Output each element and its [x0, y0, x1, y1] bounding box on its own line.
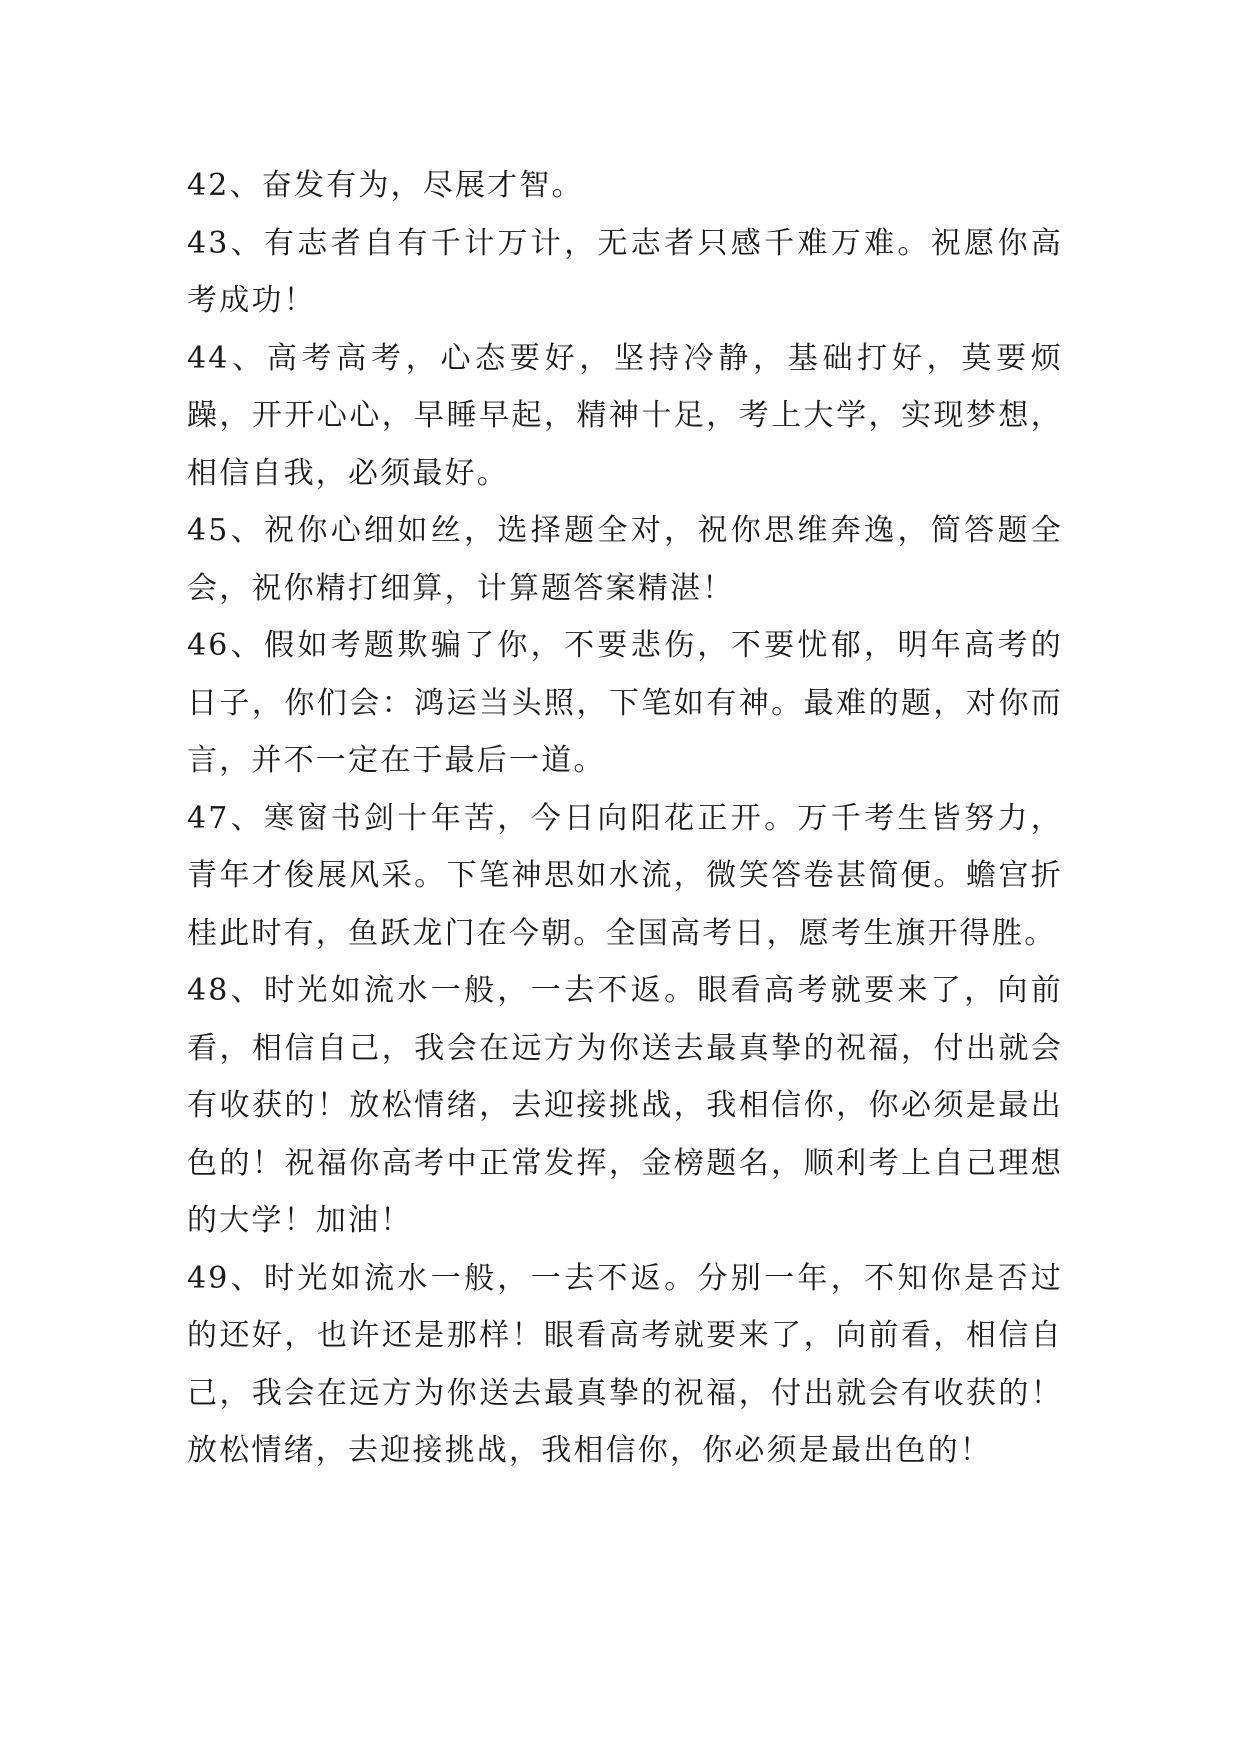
list-item: 44、高考高考，心态要好，坚持冷静，基础打好，莫要烦躁，开开心心，早睡早起，精神十足，考上大学，实现梦想，相信自我，必须最好。 — [187, 340, 1063, 491]
list-item: 43、有志者自有千计万计，无志者只感千难万难。祝愿你高考成功！ — [187, 225, 1063, 318]
list-item: 49、时光如流水一般，一去不返。分别一年，不知你是否过的还好，也许还是那样！眼看高考就要来了，向前看，相信自己，我会在远方为你送去最真挚的祝福，付出就会有收获的！放松情绪，去迎接挑战，我相信你，你必须是最出色的！ — [187, 1260, 1063, 1468]
list-item: 46、假如考题欺骗了你，不要悲伤，不要忧郁，明年高考的日子，你们会：鸿运当头照，下笔如有神。最难的题，对你而言，并不一定在于最后一道。 — [187, 628, 1063, 778]
list-item: 48、时光如流水一般，一去不返。眼看高考就要来了，向前看，相信自己，我会在远方为你送去最真挚的祝福，付出就会有收获的！放松情绪，去迎接挑战，我相信你，你必须是最出色的！祝福你高考中正常发挥，金榜题名，顺利考上自己理想的大学！加油！ — [187, 973, 1063, 1238]
document-body — [187, 157, 1063, 1480]
list-item: 45、祝你心细如丝，选择题全对，祝你思维奔逸，简答题全会，祝你精打细算，计算题答案精湛！ — [187, 513, 1063, 606]
list-item: 42、奋发有为，尽展才智。 — [187, 168, 584, 203]
list-item: 47、寒窗书剑十年苦，今日向阳花正开。万千考生皆努力，青年才俊展风采。下笔神思如水流，微笑答卷甚简便。蟾宫折桂此时有，鱼跃龙门在今朝。全国高考日，愿考生旗开得胜。 — [187, 800, 1063, 951]
